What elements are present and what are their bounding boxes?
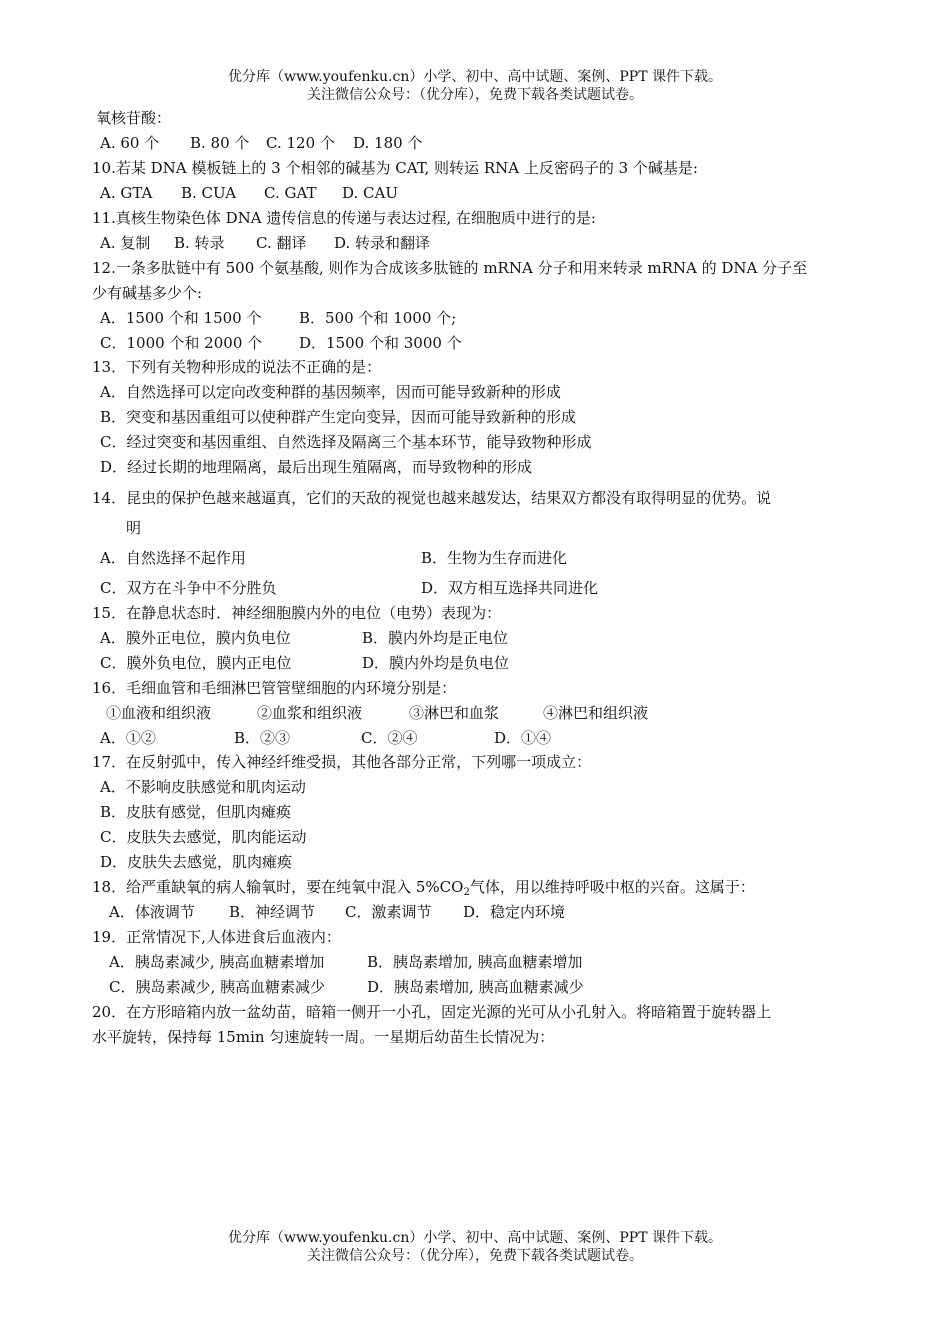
footer-line-2: 关注微信公众号：（优分库），免费下载各类试题试卷。 bbox=[307, 1248, 643, 1264]
q16-item-2: ②血浆和组织液 bbox=[257, 704, 363, 722]
q9-option-b: B. 80 个 bbox=[190, 134, 250, 152]
page-header bbox=[0, 68, 950, 104]
q14-option-c: C．双方在斗争中不分胜负 bbox=[100, 579, 277, 597]
q11-stem: 11.真核生物染色体 DNA 遗传信息的传递与表达过程, 在细胞质中进行的是: bbox=[92, 209, 596, 227]
q18-option-c: C．激素调节 bbox=[345, 903, 432, 921]
q13-stem: 13．下列有关物种形成的说法不正确的是： bbox=[92, 358, 382, 376]
q10-option-c: C. GAT bbox=[264, 184, 317, 202]
q12-option-c: C．1000 个和 2000 个 bbox=[100, 334, 263, 352]
q14-option-b: B．生物为生存而进化 bbox=[421, 549, 568, 567]
q12-stem-line-2: 少有碱基多少个: bbox=[92, 284, 203, 302]
q15-option-c: C．膜外负电位，膜内正电位 bbox=[100, 654, 292, 672]
page-footer bbox=[0, 1229, 950, 1265]
q18-stem-part-1: 18．给严重缺氧的病人输氧时，要在纯氧中混入 5%CO bbox=[92, 878, 464, 896]
q14-option-a: A．自然选择不起作用 bbox=[100, 549, 246, 567]
q12-option-a: A．1500 个和 1500 个 bbox=[100, 309, 262, 327]
q9-tail: 氧核苷酸： bbox=[96, 109, 172, 127]
q9-option-a: A. 60 个 bbox=[100, 134, 160, 152]
q17-option-d: D．皮肤失去感觉，肌肉瘫痪 bbox=[100, 853, 293, 871]
q15-stem: 15．在静息状态时．神经细胞膜内外的电位（电势）表现为： bbox=[92, 604, 502, 622]
q15-option-d: D．膜内外均是负电位 bbox=[362, 654, 510, 672]
q15-option-a: A．膜外正电位，膜内负电位 bbox=[100, 629, 291, 647]
q10-option-b: B. CUA bbox=[181, 184, 237, 202]
q19-option-d: D．胰岛素增加, 胰高血糖素减少 bbox=[367, 978, 584, 996]
q18-option-d: D．稳定内环境 bbox=[463, 903, 566, 921]
q11-option-b: B. 转录 bbox=[174, 234, 225, 252]
q14-stem-line-2: 明 bbox=[126, 519, 142, 537]
q19-option-b: B．胰岛素增加, 胰高血糖素增加 bbox=[367, 953, 583, 971]
q9-option-d: D. 180 个 bbox=[353, 134, 423, 152]
q13-option-d: D．经过长期的地理隔离，最后出现生殖隔离，而导致物种的形成 bbox=[100, 458, 533, 476]
q18-option-a: A．体液调节 bbox=[109, 903, 195, 921]
q17-option-a: A．不影响皮肤感觉和肌肉运动 bbox=[100, 778, 306, 796]
q19-option-c: C．胰岛素减少, 胰高血糖素减少 bbox=[109, 978, 326, 996]
q18-stem-subscript: 2 bbox=[463, 887, 470, 898]
q16-stem: 16．毛细血管和毛细淋巴管管壁细胞的内环境分别是： bbox=[92, 679, 457, 697]
q9-option-c: C. 120 个 bbox=[266, 134, 335, 152]
q12-option-d: D．1500 个和 3000 个 bbox=[299, 334, 462, 352]
q10-option-a: A. GTA bbox=[100, 184, 153, 202]
header-line-2: 关注微信公众号：（优分库），免费下载各类试题试卷。 bbox=[307, 87, 643, 103]
footer-line-1: 优分库（www.youfenku.cn）小学、初中、高中试题、案例、PPT 课件下载。 bbox=[227, 1230, 722, 1246]
q19-stem: 19．正常情况下,人体进食后血液内： bbox=[92, 928, 341, 946]
q12-option-b: B．500 个和 1000 个; bbox=[299, 309, 457, 327]
q11-option-a: A. 复制 bbox=[100, 234, 151, 252]
q17-option-b: B．皮肤有感觉，但肌肉瘫痪 bbox=[100, 803, 292, 821]
q13-option-a: A．自然选择可以定向改变种群的基因频率，因而可能导致新种的形成 bbox=[100, 383, 561, 401]
q10-stem: 10.若某 DNA 模板链上的 3 个相邻的碱基为 CAT, 则转运 RNA 上反密码子的 3 个碱基是: bbox=[92, 159, 698, 177]
q18-stem bbox=[92, 877, 755, 897]
q19-option-a: A．胰岛素减少, 胰高血糖素增加 bbox=[109, 953, 325, 971]
q20-stem-line-2: 水平旋转，保持每 15min 匀速旋转一周。一星期后幼苗生长情况为： bbox=[92, 1028, 555, 1046]
q18-option-b: B．神经调节 bbox=[229, 903, 316, 921]
q12-stem-line-1: 12.一条多肽链中有 500 个氨基酸, 则作为合成该多肽链的 mRNA 分子和用来转录 mRNA 的 DNA 分子至 bbox=[92, 259, 808, 277]
header-line-1: 优分库（www.youfenku.cn）小学、初中、高中试题、案例、PPT 课件下载。 bbox=[227, 69, 722, 85]
q17-option-c: C．皮肤失去感觉，肌肉能运动 bbox=[100, 828, 307, 846]
q15-option-b: B．膜内外均是正电位 bbox=[362, 629, 509, 647]
q10-option-d: D. CAU bbox=[342, 184, 398, 202]
q16-option-d: D．①④ bbox=[494, 729, 552, 747]
q11-option-c: C. 翻译 bbox=[256, 234, 307, 252]
q18-stem-part-2: 气体，用以维持呼吸中枢的兴奋。这属于： bbox=[469, 878, 755, 896]
q16-option-b: B．②③ bbox=[234, 729, 291, 747]
q16-item-4: ④淋巴和组织液 bbox=[543, 704, 649, 722]
q11-option-d: D. 转录和翻译 bbox=[334, 234, 431, 252]
q13-option-b: B．突变和基因重组可以使种群产生定向变异，因而可能导致新种的形成 bbox=[100, 408, 577, 426]
q17-stem: 17．在反射弧中，传入神经纤维受损，其他各部分正常，下列哪一项成立： bbox=[92, 753, 592, 771]
q16-option-c: C．②④ bbox=[361, 729, 418, 747]
q14-option-d: D．双方相互选择共同进化 bbox=[421, 579, 599, 597]
q13-option-c: C．经过突变和基因重组、自然选择及隔离三个基本环节，能导致物种形成 bbox=[100, 433, 592, 451]
q14-stem-line-1: 14．昆虫的保护色越来越逼真，它们的天敌的视觉也越来越发达，结果双方都没有取得明显的优势。说 bbox=[92, 489, 772, 507]
q16-item-3: ③淋巴和血浆 bbox=[409, 704, 500, 722]
q20-stem-line-1: 20．在方形暗箱内放一盆幼苗，暗箱一侧开一小孔，固定光源的光可从小孔射入。将暗箱置于旋转器上 bbox=[92, 1003, 772, 1021]
q16-option-a: A．①② bbox=[100, 729, 156, 747]
q16-item-1: ①血液和组织液 bbox=[106, 704, 212, 722]
